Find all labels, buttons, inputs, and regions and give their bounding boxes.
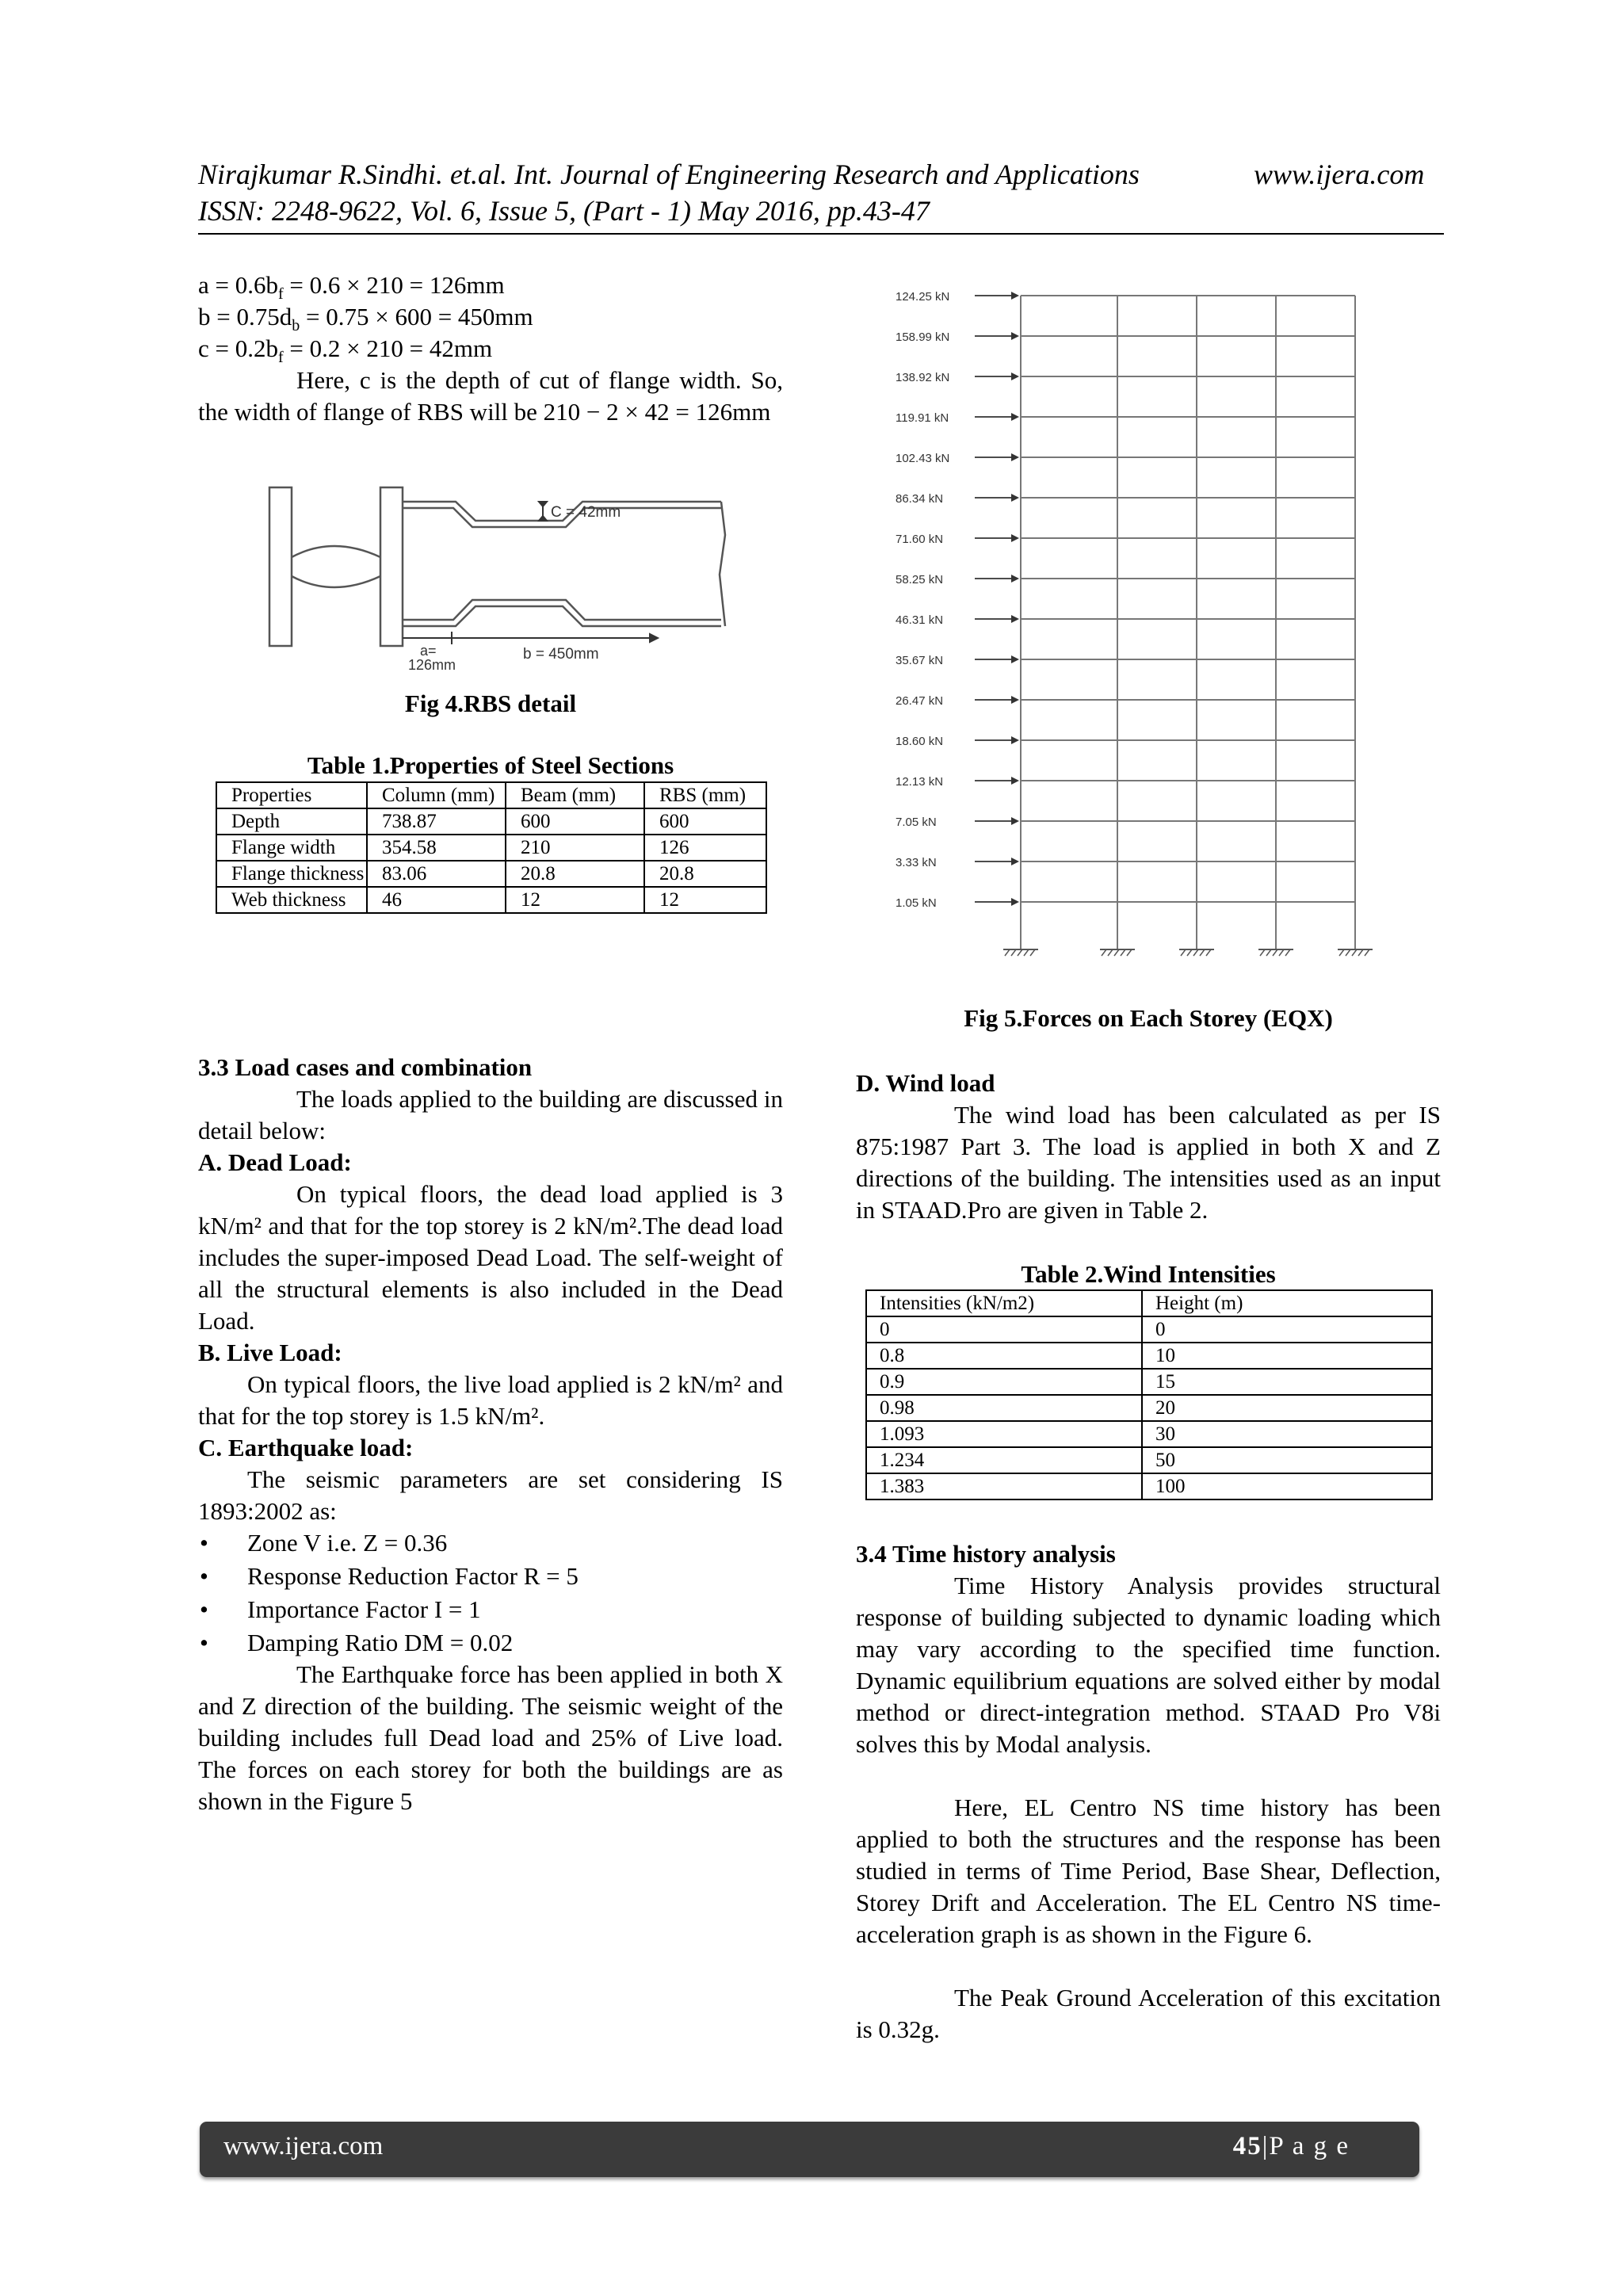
table-row [866,1369,1432,1395]
support-hatch [1011,949,1016,956]
support-hatch [1260,949,1265,956]
header-journal-line: Nirajkumar R.Sindhi. et.al. Int. Journal of Engineering Research and Applications [198,159,1140,190]
force-arrowhead [1011,898,1019,906]
force-arrowhead [1011,696,1019,704]
footer-website: www.ijera.com [223,2132,384,2160]
table2-caption: Table 2.Wind Intensities [1021,1260,1276,1288]
live-load-title: B. Live Load: [198,1339,342,1366]
b-dimension-label: b = 450mm [523,646,599,663]
table-row [216,835,766,861]
table-cell: 12 [644,887,766,913]
force-label: 158.99 kN [896,330,950,344]
force-arrowhead [1011,534,1019,542]
table-header-cell: Intensities (kN/m2) [866,1290,1142,1316]
section-3-3-title: 3.3 Load cases and combination [198,1053,533,1081]
table-cell: 0 [866,1316,1142,1343]
rbs-detail-figure [262,479,737,670]
table-cell: 600 [506,808,644,835]
wind-load-title: D. Wind load [856,1069,995,1097]
support-hatch [1352,949,1357,956]
table-cell: 600 [644,808,766,835]
support-hatch [1024,949,1029,956]
force-label: 102.43 kN [896,452,950,465]
earthquake-force-paragraph: The Earthquake force has been applied in both X and Z direction of the building. The seismic weight of the building includes full Dead load and 25% of Live load. The forces on each storey for both the buildings are as shown in the Figure 5 [198,1660,783,1815]
table-cell: Web thickness [216,887,367,913]
force-arrowhead [1011,736,1019,744]
bullet-icon: • [200,1595,208,1623]
section-3-4-title: 3.4 Time history analysis [856,1540,1116,1568]
table-cell: 20.8 [506,861,644,887]
table-cell: 0.8 [866,1343,1142,1369]
support-hatch [1181,949,1186,956]
support-hatch [1346,949,1350,956]
footer-page-number: 45|P a g e [1232,2132,1350,2160]
support-hatch [1114,949,1119,956]
header-issn-line: ISSN: 2248-9622, Vol. 6, Issue 5, (Part - 1) May 2016, pp.43-47 [198,195,930,227]
support-hatch [1005,949,1010,956]
force-arrowhead [1011,372,1019,380]
table-cell: 0.9 [866,1369,1142,1395]
table-cell: 210 [506,835,644,861]
support-hatch [1279,949,1284,956]
force-label: 18.60 kN [896,735,944,748]
table-cell: Flange thickness [216,861,367,887]
support-hatch [1030,949,1035,956]
a-dimension-value: 126mm [408,657,456,670]
table-cell: 83.06 [367,861,506,887]
bullet-icon: • [200,1629,208,1656]
force-label: 119.91 kN [896,411,949,425]
force-arrowhead [1011,615,1019,623]
force-arrowhead [1011,817,1019,825]
force-label: 12.13 kN [896,775,944,789]
table-cell: 20.8 [644,861,766,887]
table-cell: 46 [367,887,506,913]
earthquake-load-text: The seismic parameters are set considering IS 1893:2002 as: [198,1465,783,1525]
force-arrowhead [1011,858,1019,865]
force-label: 7.05 kN [896,816,937,829]
force-arrowhead [1011,332,1019,340]
force-label: 35.67 kN [896,654,944,667]
earthquake-load-title: C. Earthquake load: [198,1434,414,1461]
table-cell: Flange width [216,835,367,861]
table-cell: 15 [1142,1369,1432,1395]
force-arrowhead [1011,777,1019,785]
force-label: 138.92 kN [896,371,950,384]
table-cell: 0.98 [866,1395,1142,1421]
support-hatch [1193,949,1198,956]
table-cell: Depth [216,808,367,835]
table1-caption: Table 1.Properties of Steel Sections [307,751,674,779]
table-cell: 50 [1142,1447,1432,1473]
section-3-4-paragraph-3: The Peak Ground Acceleration of this excitation is 0.32g. [856,1984,1441,2043]
steel-sections-table [216,781,767,914]
force-arrowhead [1011,413,1019,421]
equation-b: $b = 0.75d_b = 0.75 \times 600 = 450mm$ [198,303,533,335]
force-label: 58.25 kN [896,573,944,586]
table-cell: 738.87 [367,808,506,835]
support-hatch [1127,949,1132,956]
wind-intensities-table [865,1289,1433,1500]
bullet-icon: • [200,1562,208,1590]
support-hatch [1121,949,1125,956]
support-hatch [1187,949,1192,956]
table-cell: 10 [1142,1343,1432,1369]
support-hatch [1206,949,1211,956]
dead-load-text: On typical floors, the dead load applied is 3 kN/m² and that for the top storey is 2 kN/m².The dead load includes the super-imposed Dead Load. The self-weight of all the structural elements is also included in the Dead Load. [198,1180,783,1335]
storey-forces-figure [896,273,1403,971]
force-arrowhead [1011,453,1019,461]
support-hatch [1018,949,1022,956]
support-hatch [1285,949,1290,956]
table-row [866,1343,1432,1369]
fig5-caption: Fig 5.Forces on Each Storey (EQX) [964,1004,1333,1032]
force-label: 46.31 kN [896,613,944,627]
section-3-3-intro: The loads applied to the building are discussed in detail below: [198,1085,783,1144]
page-footer [200,2122,1419,2177]
force-label: 71.60 kN [896,533,944,546]
table-row [866,1421,1432,1447]
equation-a: $a = 0.6b_f = 0.6 \times 210 = 126mm$ [198,271,505,304]
support-hatch [1102,949,1106,956]
table-cell: 100 [1142,1473,1432,1499]
table-cell: 0 [1142,1316,1432,1343]
support-hatch [1273,949,1277,956]
table-cell: 12 [506,887,644,913]
table-cell: 1.093 [866,1421,1142,1447]
bullet-icon: • [200,1529,208,1557]
table-row [216,861,766,887]
header-website: www.ijera.com [1254,159,1425,190]
force-label: 26.47 kN [896,694,944,708]
table-cell: 1.383 [866,1473,1142,1499]
table-row [866,1447,1432,1473]
support-hatch [1358,949,1363,956]
section-3-4-paragraph-2: Here, EL Centro NS time history has been applied to both the structures and the response has been studied in terms of Time Period, Base Shear, Deflection, Storey Drift and Acceleration. The EL Centro NS time-acceleration graph is as shown in the Figure 6. [856,1794,1441,1948]
support-hatch [1266,949,1271,956]
table-header-cell: Height (m) [1142,1290,1432,1316]
table-row [216,808,766,835]
support-hatch [1339,949,1344,956]
force-label: 86.34 kN [896,492,944,506]
table-header-row [216,782,766,808]
table-header-cell: Beam (mm) [506,782,644,808]
support-hatch [1365,949,1369,956]
fig4-caption: Fig 4.RBS detail [404,690,577,717]
table-header-row [866,1290,1432,1316]
section-3-4-paragraph-1: Time History Analysis provides structural response of building subjected to dynamic loading which may vary according to the specified time function. Dynamic equilibrium equations are solved either by modal method or direct-integration method. STAAD Pro V8i solves this by Modal analysis. [856,1572,1441,1758]
table-cell: 30 [1142,1421,1432,1447]
force-arrowhead [1011,494,1019,502]
force-arrowhead [1011,575,1019,583]
support-hatch [1108,949,1113,956]
table-header-cell: RBS (mm) [644,782,766,808]
c-dimension-label: C = 42mm [551,504,621,521]
table-row [866,1316,1432,1343]
live-load-text: On typical floors, the live load applied is 2 kN/m² and that for the top storey is 1.5 kN/m². [198,1370,783,1430]
force-arrowhead [1011,655,1019,663]
equation-c: $c = 0.2b_f = 0.2 \times 210 = 42mm$ [198,334,493,367]
table-cell: 354.58 [367,835,506,861]
table-header-cell: Column (mm) [367,782,506,808]
wind-load-text: The wind load has been calculated as per IS 875:1987 Part 3. The load is applied in both X and Z directions of the building. The intensities used as an input in STAAD.Pro are given in Table 2. [856,1101,1441,1224]
rbs-width-paragraph: Here, c is the depth of cut of flange width. So, the width of flange of RBS will be 210 − 2 × 42 = 126mm [198,366,783,426]
force-label: 1.05 kN [896,896,937,910]
support-hatch [1200,949,1205,956]
header-rule [198,233,1444,235]
force-label: 3.33 kN [896,856,937,869]
dead-load-title: A. Dead Load: [198,1148,352,1176]
force-label: 124.25 kN [896,290,950,304]
table-cell: 126 [644,835,766,861]
table-cell: 1.234 [866,1447,1142,1473]
table-header-cell: Properties [216,782,367,808]
table-cell: 20 [1142,1395,1432,1421]
table-row [216,887,766,913]
force-arrowhead [1011,292,1019,300]
table-row [866,1395,1432,1421]
table-row [866,1473,1432,1499]
a-dimension-label: a= [420,643,437,659]
